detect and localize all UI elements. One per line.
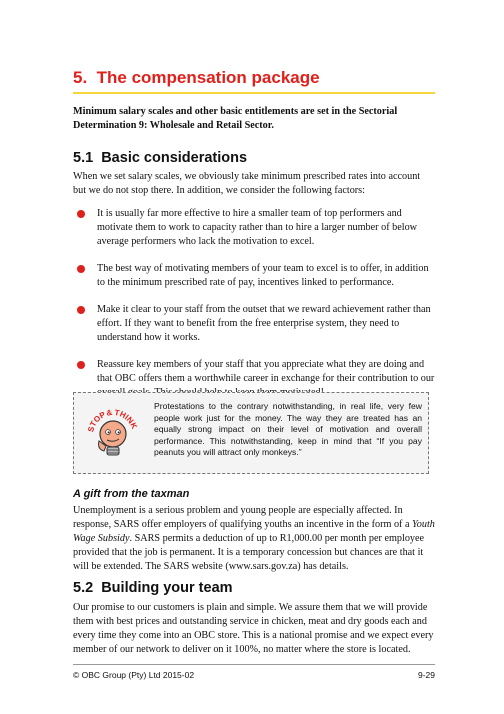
bullet-dot-icon (77, 306, 85, 314)
subheading-gift-from-taxman: A gift from the taxman (73, 488, 190, 500)
icon-word-amp: & (105, 407, 113, 418)
icon-word-think: THINK (113, 407, 139, 431)
chapter-title: 5. The compensation package (73, 68, 320, 87)
footer-page-number: 9-29 (417, 670, 435, 680)
considerations-list (73, 207, 435, 413)
svg-text:& (106, 408, 113, 418)
footer-divider (73, 664, 435, 665)
gift-text-part2: . SARS permits a deduction of up to R1,000.00 per month per employee provided that the job is permanent. It is a temporary concession but chances are that it will be extended. The SARS website (www.sars.gov.za) has details. (73, 533, 425, 572)
section-lead-paragraph: When we set salary scales, we obviously take minimum prescribed rates into account but we do not stop there. In addition, we consider the following factors: (73, 171, 421, 196)
chapter-intro: Minimum salary scales and other basic entitlements are set in the Sectorial Determination 9: Wholesale and Retail Sector. (73, 106, 398, 131)
gift-paragraph (73, 504, 435, 574)
list-item (73, 207, 435, 249)
stop-and-think-callout (73, 392, 429, 474)
youth-wage-subsidy-term: Youth Wage Subsidy (73, 519, 435, 544)
list-item-text: It is usually far more effective to hire a smaller team of top performers and motivate them to work to capacity rather than to hire a larger number of below average performers who lack the motivation to excel. (97, 208, 418, 247)
building-team-paragraph: Our promise to our customers is plain and simple. We assure them that we will provide them with best prices and outstanding service in chicken, meat and dry goods each and every time they come into an OBC store. This is a national promise and we expect every member of our network to deliver on it 100%, no matter where the store is located. (73, 602, 434, 655)
icon-word-stop: STOP (86, 409, 107, 434)
list-item (73, 303, 435, 345)
list-item-text: The best way of motivating members of your team to excel is to offer, in addition to the minimum prescribed rate of pay, incentives linked to performance. (97, 263, 429, 288)
list-item (73, 262, 435, 290)
chapter-title-underline (73, 92, 435, 94)
section-heading-building-team: 5.2 Building your team (73, 580, 233, 596)
bullet-dot-icon (77, 265, 85, 273)
section-heading-basic-considerations: 5.1 Basic considerations (73, 150, 248, 166)
gift-text-part1: Unemployment is a serious problem and young people are especially affected. In response, SARS offer employers of qualifying youths an incentive in the form of a (73, 505, 413, 530)
stop-and-think-text: Protestations to the contrary notwithstanding, in real life, very few people work just for the money. The way they are treated has an equally strong impact on their level of motivation and overall performance. This notwithstanding, keep in mind that “If you pay peanuts you will attract only monkeys.” (154, 401, 422, 457)
footer-copyright: © OBC Group (Pty) Ltd 2015-02 (73, 670, 195, 680)
list-item-text: Reassure key members of your staff that you appreciate what they are doing and that OBC offers them a worthwhile career in exchange for their contribution to our (97, 359, 435, 384)
bullet-dot-icon (77, 361, 85, 369)
list-item-text: Make it clear to your staff from the outset that we reward achievement rather than effort. If they want to benefit from the free enterprise system, they need to understand how it works. (97, 304, 431, 343)
bullet-dot-icon (77, 210, 85, 218)
stop-and-think-lightbulb-icon (84, 401, 142, 463)
